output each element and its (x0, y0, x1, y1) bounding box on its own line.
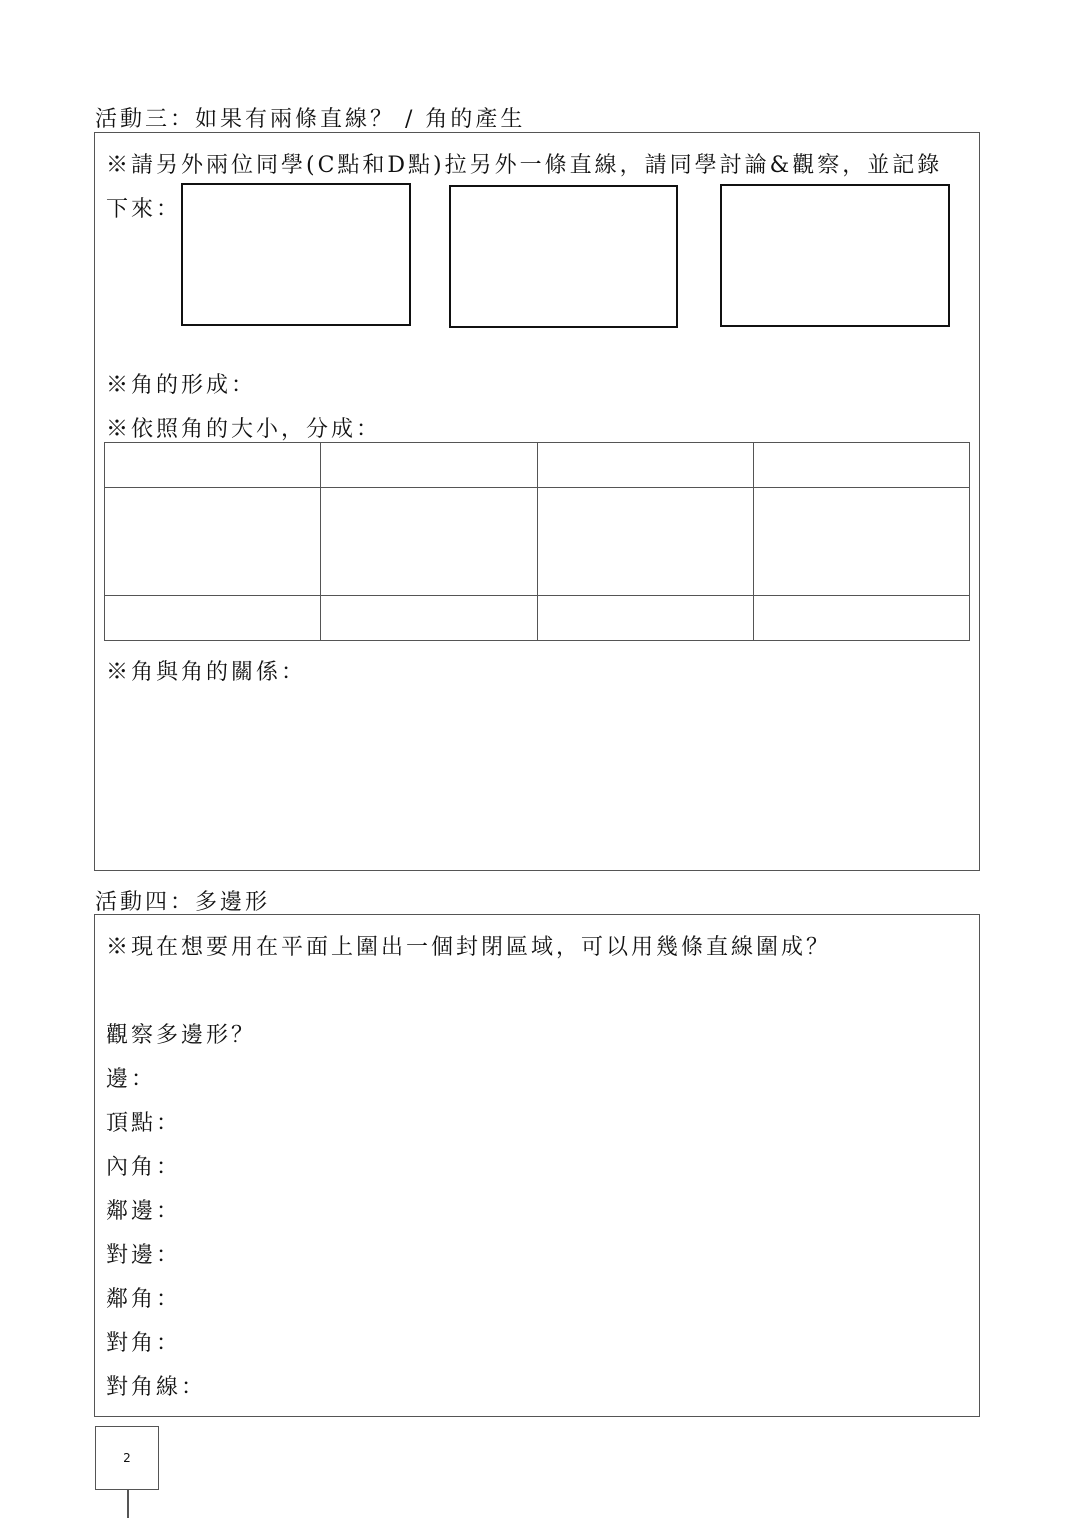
table-row (105, 488, 970, 596)
table-cell[interactable] (321, 596, 537, 641)
activity4-heading: 活動四：多邊形 (95, 890, 271, 915)
term-interior-angle: 內角： (106, 1155, 182, 1180)
table-cell[interactable] (537, 443, 753, 488)
table-cell[interactable] (105, 596, 321, 641)
table-cell[interactable] (105, 488, 321, 596)
observe-polygon-label: 觀察多邊形？ (106, 1023, 257, 1048)
page-number: 2 (95, 1426, 159, 1490)
activity3-heading: 活動三：如果有兩條直線？ / 角的產生 (95, 107, 526, 132)
table-cell[interactable] (753, 443, 969, 488)
table-cell[interactable] (537, 596, 753, 641)
table-row (105, 596, 970, 641)
term-side: 邊： (106, 1067, 157, 1092)
drawing-box-1[interactable] (181, 183, 411, 326)
table-cell[interactable] (105, 443, 321, 488)
term-adjacent-angle: 鄰角： (106, 1287, 182, 1312)
activity3-instruction-line1: ※請另外兩位同學(C點和D點)拉另外一條直線，請同學討論&觀察，並記錄 (106, 153, 943, 178)
drawing-box-2[interactable] (449, 185, 678, 328)
drawing-box-3[interactable] (720, 184, 950, 327)
angle-relation-label: ※角與角的關係： (106, 660, 307, 685)
table-cell[interactable] (537, 488, 753, 596)
activity3-instruction-line2: 下來： (106, 197, 182, 222)
term-vertex: 頂點： (106, 1111, 182, 1136)
term-diagonal: 對角線： (106, 1375, 207, 1400)
activity4-box (94, 914, 980, 1417)
angle-classify-label: ※依照角的大小，分成： (106, 417, 382, 442)
table-row (105, 443, 970, 488)
term-opposite-angle: 對角： (106, 1331, 182, 1356)
table-cell[interactable] (753, 596, 969, 641)
term-adjacent-side: 鄰邊： (106, 1199, 182, 1224)
angle-formation-label: ※角的形成： (106, 373, 257, 398)
table-cell[interactable] (753, 488, 969, 596)
polygon-question: ※現在想要用在平面上圍出一個封閉區域，可以用幾條直線圍成？ (106, 935, 832, 960)
term-opposite-side: 對邊： (106, 1243, 182, 1268)
page-number-stem (127, 1490, 129, 1518)
angle-classify-table (104, 442, 970, 641)
table-cell[interactable] (321, 488, 537, 596)
table-cell[interactable] (321, 443, 537, 488)
